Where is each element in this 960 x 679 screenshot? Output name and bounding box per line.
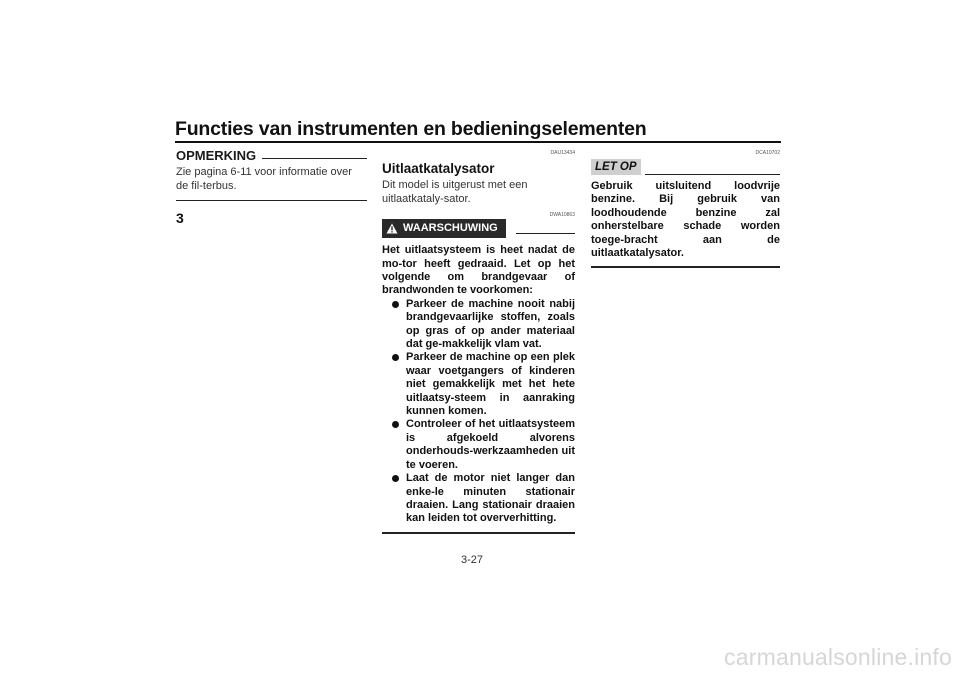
caution-end-rule [591, 266, 780, 268]
catalyst-section [382, 150, 575, 534]
warning-label: WAARSCHUWING [403, 222, 498, 235]
warning-end-rule [382, 532, 575, 534]
section-code: DAU13434 [550, 150, 575, 156]
warning-intro: Het uitlaatsysteem is heet nadat de mo-tor heeft gedraaid. Let op het volgende om brandgevaar of brandwonden te voorkomen: [382, 244, 575, 297]
note-header [176, 148, 367, 163]
section-intro: Dit model is uitgerust met een uitlaatkataly-sator. [382, 179, 528, 205]
note-title: OPMERKING [176, 148, 257, 163]
warning-header-rule [516, 233, 575, 234]
page-header-title: Functies van instrumenten en bedieningselementen [175, 118, 647, 140]
caution-box [591, 150, 780, 268]
caution-label: LET OP [591, 159, 641, 175]
bullet-icon [392, 421, 399, 428]
page-number: 3-27 [461, 554, 484, 566]
warning-list [382, 298, 575, 526]
note-box [176, 148, 367, 201]
warning-header [382, 219, 575, 238]
note-text: Zie pagina 6-11 voor informatie over de fil-terbus. [176, 166, 352, 192]
list-item: Parkeer de machine nooit nabij brandgevaarlijke stoffen, zoals op gras of op ander materiaal dat ge-makkelijk vlam vat. [382, 298, 575, 352]
chapter-tab: 3 [176, 210, 184, 226]
caution-header-rule [645, 174, 780, 175]
caution-header [591, 159, 780, 175]
watermark: carmanualsonline.info [724, 644, 952, 670]
header-rule [175, 141, 781, 143]
bullet-icon [392, 301, 399, 308]
caution-text: Gebruik uitsluitend loodvrije benzine. Bij gebruik van loodhoudende benzine zal onherstelbare schade worden toege-bracht aan de uitlaatkatalysator. [591, 180, 780, 260]
warning-code: DWA10863 [549, 212, 575, 219]
warning-triangle-icon [386, 223, 398, 234]
warning-label-box [382, 219, 506, 238]
note-end-rule [176, 200, 367, 201]
caution-code: DCA10702 [755, 150, 780, 156]
bullet-icon [392, 475, 399, 482]
section-title: Uitlaatkatalysator [382, 161, 495, 176]
list-item: Parkeer de machine op een plek waar voetgangers of kinderen niet gemakkelijk met het hete uitlaatsy-steem in aanraking kunnen komen. [382, 351, 575, 418]
bullet-icon [392, 354, 399, 361]
note-title-rule [262, 158, 367, 159]
list-item: Controleer of het uitlaatsysteem is afgekoeld alvorens onderhouds-werkzaamheden uit te voeren. [382, 418, 575, 472]
list-item: Laat de motor niet langer dan enke-le minuten stationair draaien. Lang stationair draaien kan leiden tot oververhitting. [382, 472, 575, 526]
